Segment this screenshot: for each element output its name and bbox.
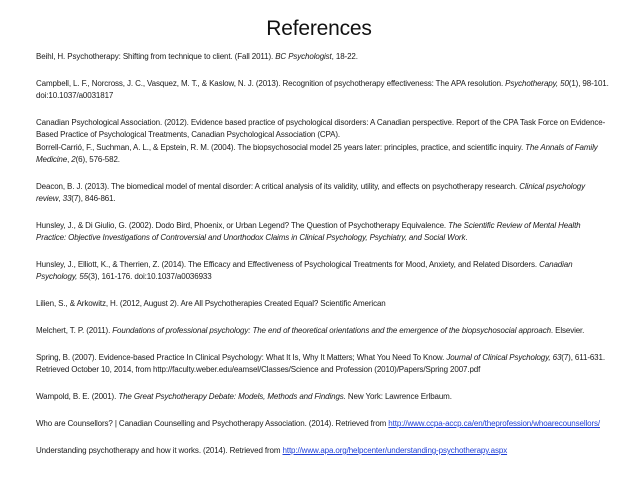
reference-text: Borrell-Carrió, F., Suchman, A. L., & Epstein, R. M. (2004). The biopsychosocial model 25 years later: principles, practice, and scientific inquiry. — [36, 143, 526, 152]
reference-italic-text: The Annals of Family Medicine — [36, 143, 598, 164]
reference-italic-text: 33 — [62, 194, 72, 203]
reference-link[interactable]: http://www.apa.org/helpcenter/understanding-psychotherapy.aspx — [282, 446, 508, 455]
reference-italic-text: Psychotherapy, 50 — [505, 79, 569, 88]
reference-text: . Elsevier. — [550, 326, 585, 335]
reference-item — [36, 78, 610, 102]
reference-item — [36, 117, 610, 141]
reference-link[interactable]: http://www.ccpa-accp.ca/en/theprofession/whoarecounsellors/ — [388, 419, 600, 428]
reference-text: Campbell, L. F., Norcross, J. C., Vasquez, M. T., & Kaslow, N. J. (2013). Recognition of psychotherapy effectiveness: The APA resolution. — [36, 79, 506, 88]
reference-text: (1), 98-101. doi:10.1037/a0031817 — [36, 79, 609, 100]
reference-italic-text: The Scientific Review of Mental Health Practice: Objective Investigations of Controversial and Unorthodox Claims in Clinical Psychology, Psychiatry, and Social Work — [36, 221, 581, 242]
reference-text: . — [465, 233, 468, 242]
reference-text: Hunsley, J., Elliott, K., & Therrien, Z. (2014). The Efficacy and Effectiveness of Psychological Treatments for Mood, Anxiety, and Related Disorders. — [36, 260, 540, 269]
page-title: References — [266, 17, 372, 40]
reference-text: Understanding psychotherapy and how it works. (2014). Retrieved from — [36, 446, 283, 455]
reference-italic-text: The Great Psychotherapy Debate: Models, Methods and Findings. — [118, 392, 346, 401]
reference-text: Deacon, B. J. (2013). The biomedical model of mental disorder: A critical analysis of its validity, utility, and effects on psychotherapy research. — [36, 182, 520, 191]
reference-item — [36, 181, 610, 205]
reference-text: Wampold, B. E. (2001). — [36, 392, 119, 401]
reference-item — [36, 220, 610, 244]
reference-text: Beihl, H. Psychotherapy: Shifting from technique to client. (Fall 2011). — [36, 52, 276, 61]
reference-text: (3), 161-176. doi:10.1037/a0036933 — [87, 272, 212, 281]
reference-italic-text: Journal of Clinical Psychology, 63 — [446, 353, 562, 362]
reference-text: Spring, B. (2007). Evidence-based Practice In Clinical Psychology: What It Is, Why It Matters; What You Need To Know. — [36, 353, 447, 362]
reference-item — [36, 142, 610, 166]
reference-text: , 18-22. — [331, 52, 358, 61]
reference-item — [36, 418, 610, 430]
reference-item — [36, 352, 610, 376]
reference-text: Who are Counsellors? | Canadian Counselling and Psychotherapy Association. (2014). Retrieved from — [36, 419, 389, 428]
reference-italic-text: Clinical psychology review — [36, 182, 585, 203]
reference-italic-text: BC Psychologist — [275, 52, 332, 61]
reference-text: (7), 846-861. — [71, 194, 116, 203]
reference-text: Lilien, S., & Arkowitz, H. (2012, August 2). Are All Psychotherapies Created Equal? Scientific American — [36, 299, 386, 308]
reference-text: (7), 611-631. Retrieved October 10, 2014, from http://faculty.weber.edu/eamsel/Classes/Science and Profession (2010)/Papers/Spring 2007.pdf — [36, 353, 605, 374]
reference-item — [36, 259, 610, 283]
reference-list — [0, 51, 638, 457]
reference-item — [36, 298, 610, 310]
reference-italic-text: Canadian Psychology, 55 — [36, 260, 573, 281]
reference-italic-text: Foundations of professional psychology: The end of theoretical orientations and the emergence of the biopsychosocial approach — [112, 326, 551, 335]
reference-text: , — [67, 155, 72, 164]
reference-text: Canadian Psychological Association. (2012). Evidence based practice of psychological disorders: A Canadian perspective. Report of the CPA Task Force on Evidence-Based Practice of Psychological Treatments, Canadian Psychological Association (CPA). — [36, 118, 606, 139]
reference-text: Hunsley, J., & Di Giulio, G. (2002). Dodo Bird, Phoenix, or Urban Legend? The Question of Psychotherapy Equivalence. — [36, 221, 449, 230]
reference-text: , — [58, 194, 63, 203]
reference-italic-text: 2 — [71, 155, 76, 164]
reference-item — [36, 325, 610, 337]
reference-item — [36, 445, 610, 457]
reference-text: Melchert, T. P. (2011). — [36, 326, 113, 335]
reference-text: (6), 576-582. — [75, 155, 120, 164]
reference-text: New York: Lawrence Erlbaum. — [345, 392, 452, 401]
reference-item — [36, 391, 610, 403]
reference-item — [36, 51, 610, 63]
